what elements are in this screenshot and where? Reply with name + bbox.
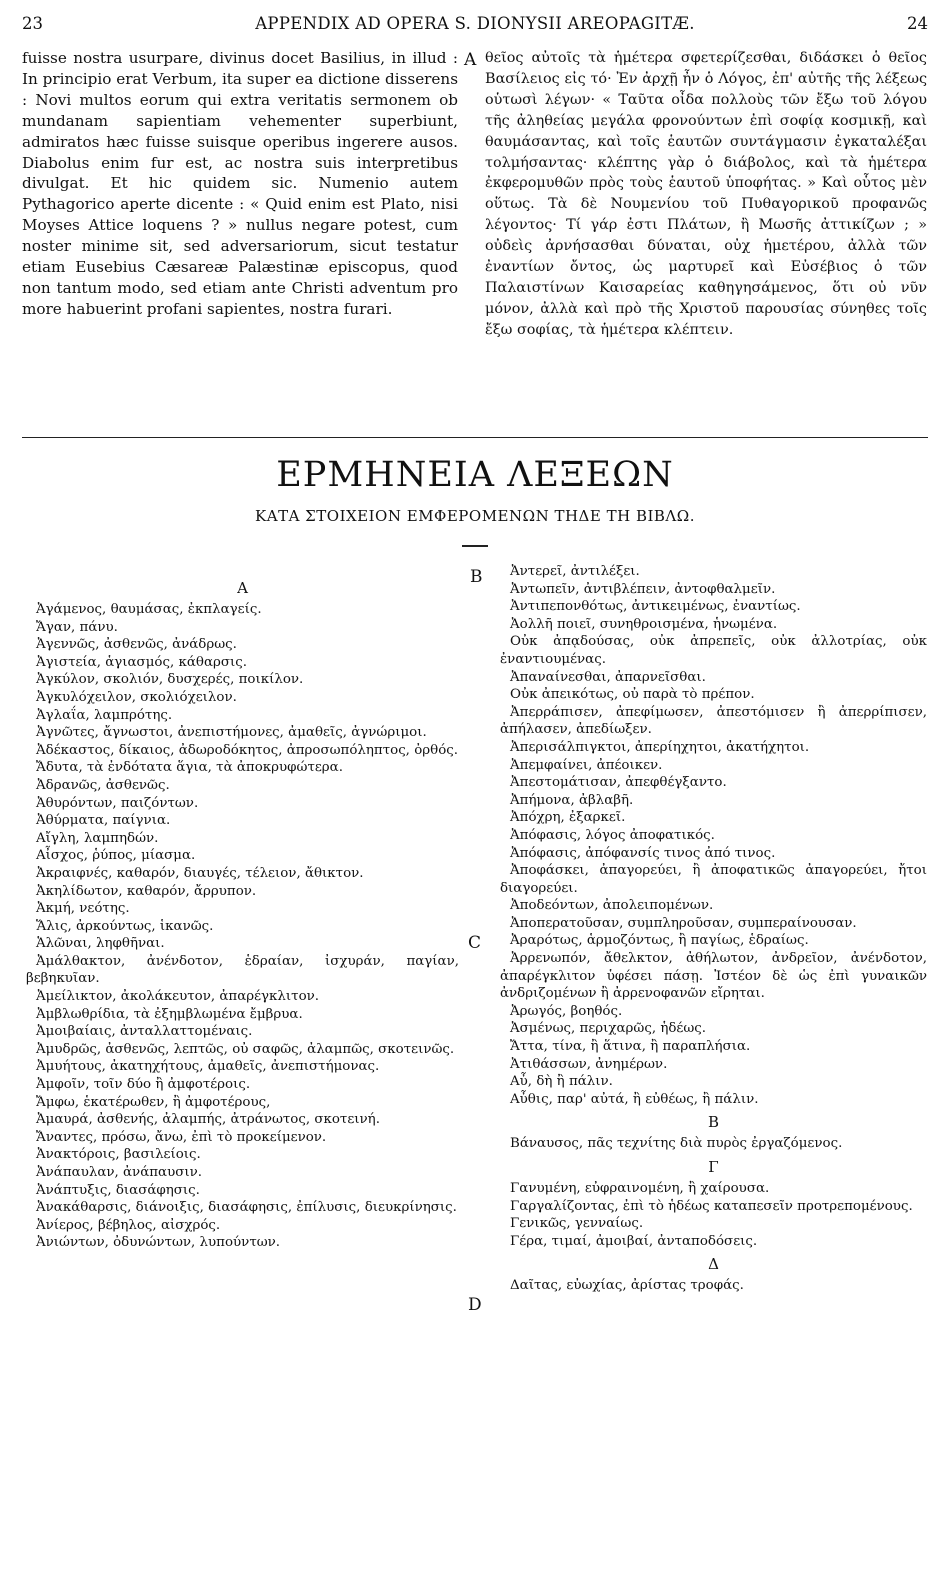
glossary-entry: Ἀσμένως, περιχαρῶς, ἡδέως. bbox=[510, 1021, 707, 1037]
glossary-entry: Οὐκ ἀπᾳδούσας, οὐκ ἀπρεπεῖς, οὐκ ἀλλοτρίας, οὐκ ἐναντιουμένας. bbox=[500, 634, 927, 667]
glossary-entry: Ἁλῶναι, ληφθῆναι. bbox=[36, 936, 165, 952]
glossary-entry: Ἀγκυλόχειλον, σκολιόχειλον. bbox=[36, 689, 237, 705]
glossary-entry: Ἀπόφασις, ἀπόφανσίς τινος ἀπό τινος. bbox=[510, 845, 776, 861]
glossary-entry: Γέρα, τιμαί, ἀμοιβαί, ἀνταποδόσεις. bbox=[510, 1233, 758, 1249]
page-header bbox=[22, 14, 928, 38]
glossary-entry: Ἀτιθάσσων, ἀνημέρων. bbox=[510, 1056, 668, 1072]
glossary-entry: Γανυμένη, εὐφραινομένη, ἢ χαίρουσα. bbox=[510, 1181, 770, 1196]
glossary-entry: Ἄγαν, πάνυ. bbox=[36, 619, 118, 635]
glossary-entry: Ἀντωπεῖν, ἀντιβλέπειν, ἀντοφθαλμεῖν. bbox=[510, 581, 776, 597]
glossary-entry: Ἀνακάθαρσις, διάνοιξις, διασάφησις, ἐπίλυσις, διευκρίνησις. bbox=[36, 1200, 457, 1216]
margin-letter-d: D bbox=[468, 1295, 482, 1315]
glossary-entry: Ἀνιώντων, ὀδυνώντων, λυπούντων. bbox=[36, 1235, 281, 1251]
glossary-entry: Ἀκμή, νεότης. bbox=[36, 901, 130, 917]
glossary-entry: Ἀκηλίδωτον, καθαρόν, ἄρρυπον. bbox=[36, 883, 257, 899]
margin-letter-b: B bbox=[470, 567, 483, 587]
glossary-entry: Ἀπήμονα, ἀβλαβῆ. bbox=[510, 792, 634, 808]
section-heading-alpha: A bbox=[237, 579, 248, 597]
glossary-entry: Ἀπεμφαίνει, ἀπέοικεν. bbox=[510, 757, 663, 773]
glossary-entry: Ἀγνῶτες, ἄγνωστοι, ἀνεπιστήμονες, ἀμαθεῖς, ἀγνώριμοι. bbox=[36, 725, 427, 741]
glossary-entries-beta bbox=[500, 1135, 927, 1153]
glossary-title: ΕΡΜΗΝΕΙΑ ΛΕΞΕΩΝ bbox=[276, 455, 674, 495]
glossary-entry: Ἀπερισάλπιγκτοι, ἀπερίηχητοι, ἀκατήχητοι. bbox=[510, 739, 810, 755]
section-heading-gamma: Γ bbox=[708, 1158, 719, 1176]
glossary-entry: Ἀμυήτους, ἀκατηχήτους, ἀμαθεῖς, ἀνεπιστήμονας. bbox=[36, 1059, 380, 1075]
glossary-entry: Δαῖτας, εὐωχίας, ἀρίστας τροφάς. bbox=[510, 1278, 744, 1294]
glossary-entry: Ἀποπερατοῦσαν, συμπληροῦσαν, συμπεραίνουσαν. bbox=[510, 915, 857, 931]
glossary-subtitle: ΚΑΤΑ ΣΤΟΙΧΕΙΟΝ ΕΜΦΕΡΟΜΕΝΩΝ ΤΗΔΕ ΤΗ ΒΙΒΛΩ. bbox=[255, 507, 695, 525]
glossary-entry: Ἀντερεῖ, ἀντιλέξει. bbox=[510, 564, 640, 579]
glossary-entry: Ἀνάπαυλαν, ἀνάπαυσιν. bbox=[36, 1165, 203, 1180]
glossary-entries-gamma bbox=[500, 1180, 927, 1250]
glossary-entry: Γενικῶς, γενναίως. bbox=[510, 1216, 644, 1232]
page-number-right: 24 bbox=[907, 14, 928, 33]
glossary-entry: Οὐκ ἀπεικότως, οὐ παρὰ τὸ πρέπον. bbox=[510, 687, 755, 703]
glossary-entry: Ἀμάλθακτον, ἀνένδοτον, ἑδραίαν, ἰσχυράν, παγίαν, βεβηκυῖαν. bbox=[26, 953, 459, 987]
glossary-entry: Ἅλις, ἀρκούντως, ἱκανῶς. bbox=[36, 918, 214, 934]
glossary-entry: Ἀποδεόντων, ἀπολειπομένων. bbox=[510, 898, 714, 914]
glossary-entry: Ἀπερράπισεν, ἀπεφίμωσεν, ἀπεστόμισεν ἢ ἀπερρίπισεν, ἀπήλασεν, ἀπεδίωξεν. bbox=[500, 704, 927, 738]
glossary-entry: Ἀγεννῶς, ἀσθενῶς, ἀνάδρως. bbox=[36, 637, 237, 653]
latin-paragraph: fuisse nostra usurpare, divinus docet Basilius, in illud : In principio erat Verbum, ita super ea dictione disserens : Novi multos eorum qui extra veritatis sermonem ob mundanam sapientiam vehementer superbiunt, admiratos hæc fuisse suisque operibus ingerere ausos. Diabolus enim fur est, ac nostra suis interpretibus divulgat. Et hic quidem sic. Numenio autem Pythagorico aperte dicente : « Quid enim est Plato, nisi Moyses Attice loquens ? » nullus negare potest, cum noster minime sit, sed adversariorum, sicut testatur etiam Eusebius Cæsareæ Palæstinæ episcopus, quod non tantum modo, sed etiam ante Christi adventum pro more habuerint profani sapientes, nostra furari. bbox=[22, 49, 458, 318]
glossary-entry: Ἀρρενωπόν, ἄθελκτον, ἀθήλωτον, ἀνδρεῖον, ἀνένδοτον, ἀπαρέγκλιτον ὑφέσει πάσῃ. Ἰστέον δὲ ὡς ἐπὶ γυναικῶν ἀνδριζομένων ἢ ἀρρενοφανῶν εἴρηται. bbox=[500, 951, 927, 1002]
page-number-left: 23 bbox=[22, 14, 43, 33]
glossary-entry: Ἀπαναίνεσθαι, ἀπαρνεῖσθαι. bbox=[510, 669, 706, 685]
glossary-entries-left bbox=[26, 601, 459, 1252]
section-heading-delta: Δ bbox=[708, 1255, 719, 1274]
glossary-entries-right-alpha bbox=[500, 563, 927, 1108]
greek-paragraph: θεῖος αὐτοῖς τὰ ἡμέτερα σφετερίζεσθαι, διδάσκει ὁ θεῖος Βασίλειος εἰς τό· Ἐν ἀρχῇ ἦν ὁ Λόγος, ἐπ' αὐτῆς τῆς λέξεως οὑτωσὶ λέγων· « Ταῦτα οἶδα πολλοὺς τῶν ἔξω τοῦ λόγου τῆς ἀληθείας μεγάλα φρονούντων ἐπὶ σοφίᾳ κοσμικῇ, καὶ θαυμάσαντας, καὶ τοῖς ἑαυτῶν συντάγμασιν ἐγκαταλέξαι τολμήσαντας· κλέπτης γὰρ ὁ διάβολος, καὶ τὰ ἡμέτερα ἐκφερομυθῶν πρὸς τοὺς ἑαυτοῦ ὑποφήτας. » Καὶ οὗτος μὲν οὕτως. Τὰ δὲ Νουμενίου τοῦ Πυθαγορικοῦ προφανῶς λέγοντος· Τί γάρ ἐστι Πλάτων, ἢ Μωσῆς ἀττικίζων ; » οὐδεὶς ἀρνήσασθαι δύναται, οὐχ ἡμετέρου, ἀλλὰ τῶν ἐναντίων ὄντος, ὡς μαρτυρεῖ καὶ Εὐσέβιος ὁ τῶν Παλαιστίνων Καισαρείας καθηγησάμενος, ὅτι οὐ νῦν μόνον, ἀλλὰ καὶ πρὸ τῆς Χριστοῦ παρουσίας σύνηθες τοῖς ἔξω σοφίας, τὰ ἡμέτερα κλέπτειν. bbox=[485, 50, 927, 338]
glossary-entry: Ἀολλῆ ποιεῖ, συνηθροισμένα, ἡνωμένα. bbox=[510, 616, 778, 632]
glossary-entry: Γαργαλίζοντας, ἐπὶ τὸ ἡδέως καταπεσεῖν προτρεπομένους. bbox=[510, 1198, 913, 1214]
glossary-entry: Ἀπεστομάτισαν, ἀπεφθέγξαντο. bbox=[510, 775, 727, 791]
glossary-entry: Ἀκραιφνές, καθαρόν, διαυγές, τέλειον, ἄθικτον. bbox=[36, 865, 364, 881]
glossary-entry: Ἀνακτόροις, βασιλείοις. bbox=[36, 1147, 201, 1163]
glossary-entry: Ἀγκύλον, σκολιόν, δυσχερές, ποικίλον. bbox=[36, 672, 304, 688]
glossary-entry: Αἴγλη, λαμπηδών. bbox=[36, 830, 159, 846]
glossary-entries-delta bbox=[500, 1277, 927, 1295]
glossary-left-column bbox=[26, 574, 459, 1252]
glossary-entry: Ἀμείλικτον, ἀκολάκευτον, ἀπαρέγκλιτον. bbox=[36, 989, 320, 1005]
glossary-entry: Ἀνίερος, βέβηλος, αἰσχρός. bbox=[36, 1217, 221, 1233]
margin-letter-a: A bbox=[464, 50, 477, 70]
glossary-entry: Ἄττα, τίνα, ἢ ἅτινα, ἢ παραπλήσια. bbox=[510, 1039, 751, 1055]
glossary-entry: Ἀθυρόντων, παιζόντων. bbox=[36, 795, 199, 811]
glossary-entry: Ἀμφοῖν, τοῖν δύο ἢ ἀμφοτέροις. bbox=[36, 1077, 251, 1093]
glossary-entry: Ἀντιπεπονθότως, ἀντικειμένως, ἐναντίως. bbox=[510, 599, 801, 615]
glossary-entry: Ἀπόχρη, ἐξαρκεῖ. bbox=[510, 810, 626, 826]
glossary-entry: Ἄναντες, πρόσω, ἄνω, ἐπὶ τὸ προκείμενον. bbox=[36, 1129, 327, 1145]
glossary-entry: Αἶσχος, ῥύπος, μίασμα. bbox=[36, 848, 196, 864]
glossary-entry: Ἀνάπτυξις, διασάφησις. bbox=[36, 1182, 200, 1198]
glossary-entry: Ἀδέκαστος, δίκαιος, ἀδωροδόκητος, ἀπροσωπόληπτος, ὀρθός. bbox=[36, 742, 459, 758]
section-heading-beta: B bbox=[707, 1113, 720, 1132]
glossary-entry: Ἀραρότως, ἁρμοζόντως, ἢ παγίως, ἑδραίως. bbox=[510, 933, 809, 949]
glossary-entry: Ἀμοιβαίαις, ἀνταλλαττομέναις. bbox=[36, 1024, 253, 1040]
glossary-right-column bbox=[500, 563, 927, 1295]
glossary-entry: Αὖθις, παρ' αὐτά, ἢ εὐθέως, ἢ πάλιν. bbox=[510, 1091, 759, 1107]
glossary-entry: Βάναυσος, πᾶς τεχνίτης διὰ πυρὸς ἐργαζόμενος. bbox=[510, 1136, 843, 1152]
section-divider bbox=[22, 437, 928, 438]
glossary-entry: Ἀγάμενος, θαυμάσας, ἐκπλαγείς. bbox=[36, 602, 262, 617]
glossary-entry: Ἀθύρματα, παίγνια. bbox=[36, 813, 171, 829]
glossary-entry: Ἀποφάσκει, ἀπαγορεύει, ἢ ἀποφατικῶς ἀπαγορεύει, ἤτοι διαγορεύει. bbox=[500, 863, 927, 896]
glossary-entry: Ἀμυδρῶς, ἀσθενῶς, λεπτῶς, οὐ σαφῶς, ἀλαμπῶς, σκοτεινῶς. bbox=[36, 1041, 455, 1057]
glossary-entry: Ἀρωγός, βοηθός. bbox=[510, 1003, 623, 1019]
glossary-entry: Ἀγιστεία, ἁγιασμός, κάθαρσις. bbox=[36, 654, 248, 670]
title-rule bbox=[462, 545, 488, 547]
glossary-entry: Ἀγλαΐα, λαμπρότης. bbox=[36, 707, 173, 723]
glossary-entry: Ἀδρανῶς, ἀσθενῶς. bbox=[36, 777, 170, 793]
glossary-entry: Ἀμαυρά, ἀσθενής, ἀλαμπής, ἀτράνωτος, σκοτεινή. bbox=[36, 1112, 380, 1128]
glossary-entry: Ἄδυτα, τὰ ἐνδότατα ἅγια, τὰ ἀποκρυφώτερα. bbox=[36, 760, 343, 776]
glossary-entry: Ἀπόφασις, λόγος ἀποφατικός. bbox=[510, 827, 715, 843]
glossary-entry: Αὖ, δὴ ἢ πάλιν. bbox=[510, 1074, 613, 1090]
glossary-entry: Ἄμφω, ἑκατέρωθεν, ἢ ἀμφοτέρους, bbox=[36, 1094, 271, 1110]
margin-letter-c: C bbox=[468, 933, 482, 953]
glossary-entry: Ἀμβλωθρίδια, τὰ ἐξημβλωμένα ἔμβρυα. bbox=[36, 1006, 303, 1022]
running-title: APPENDIX AD OPERA S. DIONYSII AREOPAGITÆ. bbox=[255, 14, 695, 33]
